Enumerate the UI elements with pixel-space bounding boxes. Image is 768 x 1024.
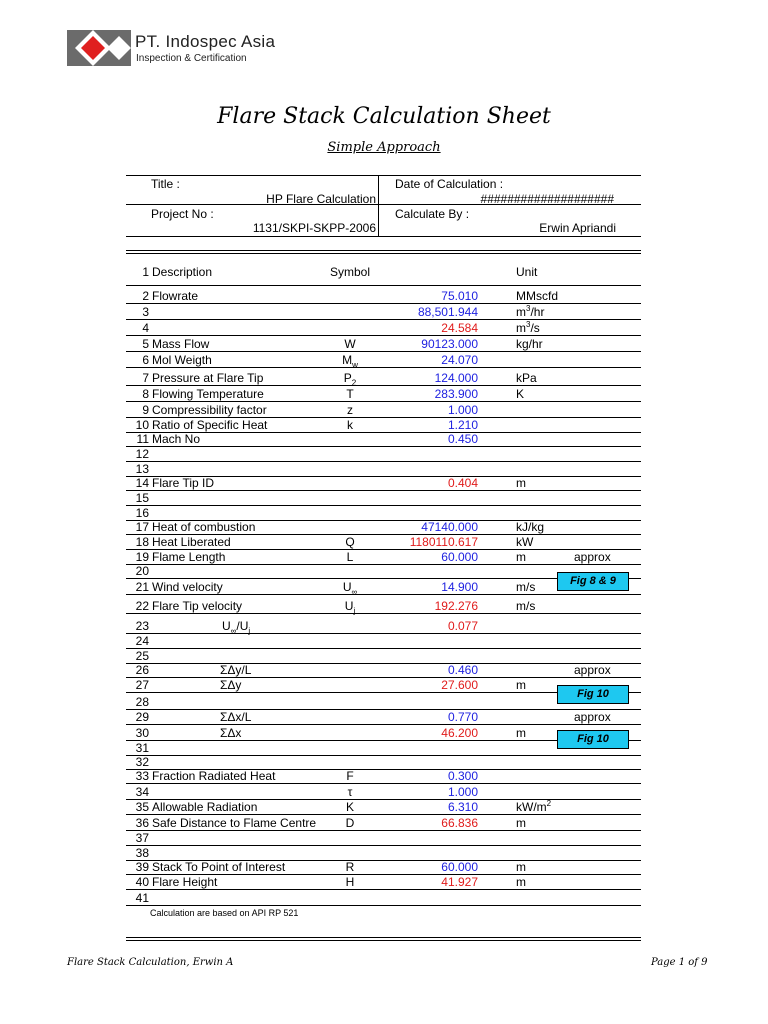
project-label: Project No : — [151, 207, 214, 221]
row-value: 1180110.617 — [409, 535, 478, 549]
row-description: Pressure at Flare Tip — [152, 371, 264, 385]
row-divider — [126, 505, 641, 506]
company-logo — [67, 30, 131, 66]
fig-8-9-button[interactable]: Fig 8 & 9 — [557, 572, 629, 591]
row-description: Heat of combustion — [152, 520, 256, 534]
row-unit: kW — [516, 535, 534, 549]
row-divider — [126, 724, 641, 725]
row-unit: kPa — [516, 371, 537, 385]
row-unit: $m^3/hr$ — [516, 304, 545, 319]
row-number: 17 — [135, 520, 149, 534]
row-number: 37 — [135, 831, 149, 845]
project-value: 1131/SKPI-SKPP-2006 — [252, 221, 376, 235]
row-symbol: K — [345, 800, 354, 814]
row-number: 29 — [135, 710, 149, 724]
row-divider — [126, 564, 641, 565]
row-divider — [126, 319, 641, 320]
row-divider — [126, 783, 641, 784]
footer-left: Flare Stack Calculation, Erwin A — [67, 957, 234, 968]
row-unit: m/s — [516, 599, 536, 613]
footnote: Calculation are based on API RP 521 — [150, 908, 299, 918]
row-number: 11 — [136, 432, 149, 446]
row-value: 41.927 — [441, 875, 478, 889]
row-value: 0.770 — [447, 710, 478, 724]
row-number: 16 — [135, 506, 149, 520]
row-unit: kg/hr — [516, 337, 543, 351]
row-unit: m — [516, 816, 526, 830]
row-description: Flowrate — [152, 289, 199, 303]
row-number: 40 — [135, 875, 149, 889]
row-symbol: $U_\infty$ — [342, 580, 358, 597]
row-value: 1.000 — [447, 403, 478, 417]
fig-10-button-2[interactable]: Fig 10 — [557, 730, 629, 749]
row-number: 10 — [135, 418, 149, 432]
row-description: Safe Distance to Flame Centre — [152, 816, 317, 830]
row-description: Compressibility factor — [152, 403, 267, 417]
row-description: Flame Length — [152, 550, 226, 564]
row-description: Heat Liberated — [152, 535, 231, 549]
row-symbol: z — [347, 403, 353, 417]
row-number: 30 — [135, 726, 149, 740]
row-number: 25 — [135, 649, 149, 663]
row-description: Mass Flow — [152, 337, 210, 351]
row-value: 60.000 — [441, 550, 478, 564]
row-number: 23 — [135, 619, 149, 633]
row-description: ΣΔy — [220, 678, 242, 692]
row-unit: m — [516, 550, 526, 564]
row-divider — [126, 889, 641, 890]
row-symbol: τ — [347, 785, 353, 799]
row-number: 5 — [142, 337, 149, 351]
fig-10-button-1[interactable]: Fig 10 — [557, 685, 629, 704]
row-unit: m — [516, 678, 526, 692]
row-divider — [126, 303, 641, 304]
row-note: approx — [574, 663, 611, 677]
row-divider — [126, 594, 641, 595]
row-value: 1.000 — [447, 785, 478, 799]
row-divider — [126, 401, 641, 402]
row-note: approx — [574, 550, 611, 564]
row-description: $U_\infty/U_j$ — [222, 619, 251, 636]
date-value: #################### — [480, 192, 614, 206]
row-description: Mach No — [152, 432, 201, 446]
row-symbol: $M_w$ — [342, 353, 358, 370]
row-number: 2 — [142, 289, 149, 303]
row-description: Wind velocity — [152, 580, 223, 594]
row-symbol: $U_j$ — [344, 599, 356, 616]
row-value: 24.070 — [441, 353, 478, 367]
company-name: PT. Indospec Asia — [135, 32, 276, 51]
row-number: 32 — [135, 755, 149, 769]
calc-by-value: Erwin Apriandi — [539, 221, 616, 235]
row-value: 47140.000 — [421, 520, 478, 534]
row-symbol: R — [345, 860, 355, 874]
row-divider — [126, 613, 641, 614]
title-value: HP Flare Calculation — [266, 192, 376, 206]
row-number: 22 — [135, 599, 149, 613]
row-symbol: L — [346, 550, 354, 564]
row-divider — [126, 385, 641, 386]
row-symbol: D — [345, 816, 355, 830]
row-number: 36 — [135, 816, 149, 830]
row-divider — [126, 845, 641, 846]
row-divider — [126, 490, 641, 491]
row-divider — [126, 367, 641, 368]
page-title: Flare Stack Calculation Sheet — [217, 104, 551, 129]
row-value: 283.900 — [434, 387, 478, 401]
row-number: 18 — [135, 535, 149, 549]
row-divider — [126, 648, 641, 649]
row-unit: $m^3/s$ — [516, 320, 540, 335]
row-description: ΣΔy/L — [220, 663, 252, 677]
row-number: 26 — [135, 663, 149, 677]
row-number: 27 — [135, 678, 149, 692]
row-value: 46.200 — [441, 726, 478, 740]
row-number: 28 — [135, 695, 149, 709]
row-number: 6 — [142, 353, 149, 367]
row-value: 0.404 — [447, 476, 478, 490]
row-symbol: F — [346, 769, 354, 783]
row-unit: $kW/m^2$ — [516, 799, 552, 814]
row-number: 38 — [135, 846, 149, 860]
row-number: 15 — [135, 491, 149, 505]
row-value: 66.836 — [441, 816, 478, 830]
row-divider — [126, 285, 641, 286]
row-unit: m/s — [516, 580, 536, 594]
row-symbol: T — [346, 387, 354, 401]
row-number: 41 — [135, 891, 149, 905]
row-divider — [126, 814, 641, 815]
row-number: 13 — [135, 462, 149, 476]
row-description: Stack To Point of Interest — [152, 860, 286, 874]
row-unit: m — [516, 875, 526, 889]
company-division: Inspection & Certification — [136, 53, 247, 64]
row-unit: K — [516, 387, 525, 401]
row-description: Allowable Radiation — [152, 800, 258, 814]
row-value: 124.000 — [434, 371, 478, 385]
row-number: 33 — [135, 769, 149, 783]
row-value: 75.010 — [441, 289, 478, 303]
row-value: 88,501.944 — [417, 305, 478, 319]
row-number: 7 — [142, 371, 149, 385]
row-description: Flowing Temperature — [152, 387, 264, 401]
row-value: 27.600 — [441, 678, 478, 692]
row-value: 24.584 — [441, 321, 478, 335]
row-number: 34 — [135, 785, 149, 799]
row-number: 1 — [142, 265, 149, 279]
row-value: 60.000 — [441, 860, 478, 874]
row-number: 12 — [135, 447, 149, 461]
row-unit: m — [516, 726, 526, 740]
row-divider — [126, 633, 641, 634]
row-divider — [126, 755, 641, 756]
row-number: 39 — [135, 860, 149, 874]
row-note: approx — [574, 710, 611, 724]
title-label: Title : — [151, 177, 180, 191]
row-description: ΣΔx/L — [220, 710, 252, 724]
row-number: 4 — [142, 321, 149, 335]
row-number: 20 — [135, 564, 149, 578]
row-value: 14.900 — [441, 580, 478, 594]
row-value: 192.276 — [434, 599, 478, 613]
row-number: 24 — [135, 634, 149, 648]
row-description: Flare Tip velocity — [152, 599, 243, 613]
row-divider — [126, 351, 641, 352]
row-divider — [126, 335, 641, 336]
row-number: 35 — [135, 800, 149, 814]
row-value: 6.310 — [447, 800, 478, 814]
row-value: 0.460 — [447, 663, 478, 677]
row-number: 9 — [142, 403, 149, 417]
row-number: 31 — [135, 741, 149, 755]
row-number: 21 — [135, 580, 149, 594]
row-symbol: k — [347, 418, 353, 432]
row-value: 0.450 — [447, 432, 478, 446]
footer-page-number: Page 1 of 9 — [651, 957, 708, 968]
row-divider — [126, 461, 641, 462]
row-symbol: Symbol — [329, 265, 370, 279]
row-symbol: $P_2$ — [343, 371, 357, 388]
row-description: Mol Weigth — [152, 353, 212, 367]
row-unit: m — [516, 476, 526, 490]
row-symbol: H — [345, 875, 355, 889]
row-number: 3 — [142, 305, 149, 319]
calc-by-label: Calculate By : — [395, 207, 470, 221]
row-symbol: W — [344, 337, 356, 351]
row-description: Fraction Radiated Heat — [152, 769, 276, 783]
row-number: 14 — [135, 476, 149, 490]
page-subtitle: Simple Approach — [327, 140, 441, 155]
row-number: 19 — [135, 550, 149, 564]
row-divider — [126, 446, 641, 447]
row-unit: MMscfd — [516, 289, 558, 303]
row-description: Flare Height — [152, 875, 218, 889]
row-divider — [126, 905, 641, 906]
row-description: ΣΔx — [220, 726, 242, 740]
row-value: 0.077 — [447, 619, 478, 633]
row-number: 8 — [142, 387, 149, 401]
row-symbol: Q — [345, 535, 355, 549]
row-unit: m — [516, 860, 526, 874]
row-description: Description — [152, 265, 213, 279]
row-description: Ratio of Specific Heat — [152, 418, 268, 432]
row-value: 0.300 — [447, 769, 478, 783]
row-divider — [126, 830, 641, 831]
row-value: 90123.000 — [421, 337, 478, 351]
date-label: Date of Calculation : — [395, 177, 504, 191]
row-description: Flare Tip ID — [152, 476, 215, 490]
row-unit: kJ/kg — [516, 520, 545, 534]
row-value: 1.210 — [447, 418, 478, 432]
row-unit: Unit — [516, 265, 538, 279]
